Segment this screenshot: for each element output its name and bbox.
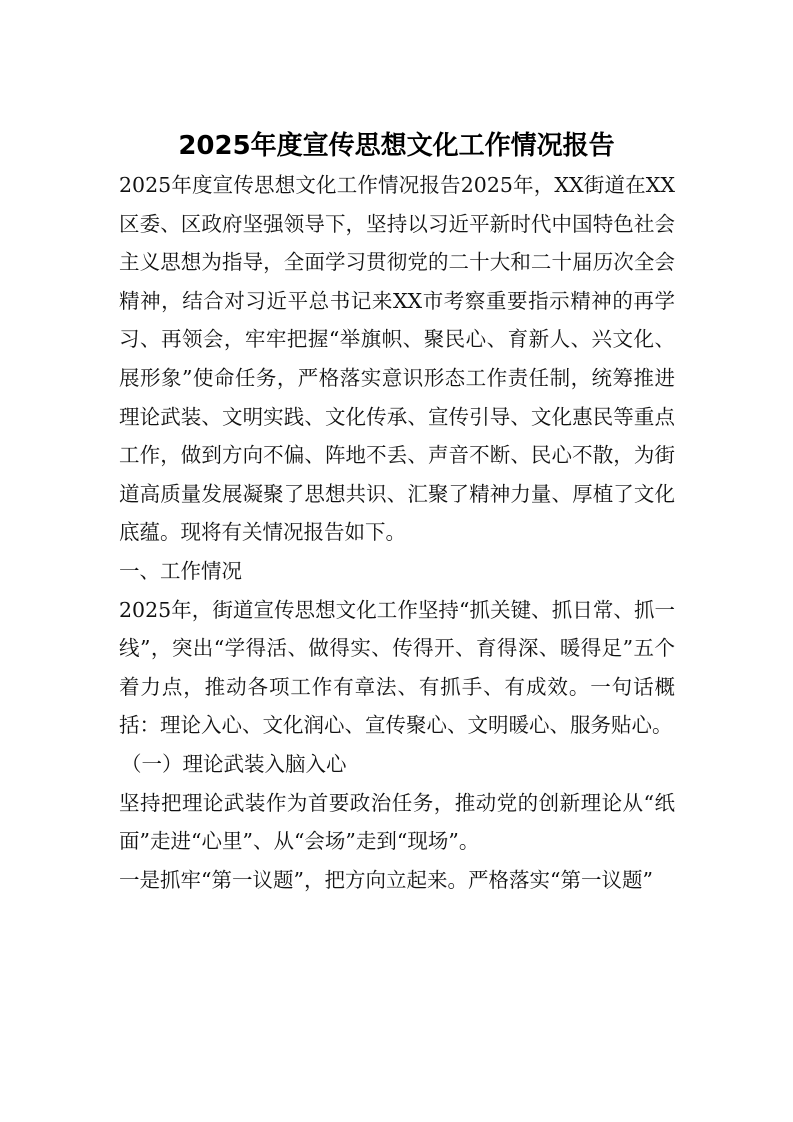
document-title: 2025年度宣传思想文化工作情况报告	[178, 131, 615, 161]
work-summary-paragraph: 2025年，街道宣传思想文化工作坚持“抓关键、抓日常、抓一线”，突出“学得活、做得实、传得开、育得深、暖得足”五个着力点，推动各项工作有章法、有抓手、有成效。一句话概括：理论入心、文化润心、宣传聚心、文明暖心、服务贴心。	[119, 597, 675, 738]
subsection-heading-theory: （一）理论武装入脑入心	[121, 751, 347, 776]
theory-paragraph: 坚持把理论武装作为首要政治任务，推动党的创新理论从“纸面”走进“心里”、从“会场”走到“现场”。	[119, 790, 675, 854]
first-point-paragraph: 一是抓牢“第一议题”，把方向立起来。严格落实“第一议题”	[119, 867, 653, 892]
intro-paragraph: 2025年度宣传思想文化工作情况报告2025年，XX街道在XX区委、区政府坚强领导下，坚持以习近平新时代中国特色社会主义思想为指导，全面学习贯彻党的二十大和二十届历次全会精神，结合对习近平总书记来XX市考察重要指示精神的再学习、再领会，牢牢把握“举旗帜、聚民心、育新人、兴文化、展形象”使命任务，严格落实意识形态工作责任制，统筹推进理论武装、文明实践、文化传承、宣传引导、文化惠民等重点工作，做到方向不偏、阵地不丢、声音不断、民心不散，为街道高质量发展凝聚了思想共识、汇聚了精神力量、厚植了文化底蕴。现将有关情况报告如下。	[119, 173, 675, 545]
section-heading-work-status: 一、工作情况	[119, 558, 242, 583]
document-body	[119, 166, 675, 899]
